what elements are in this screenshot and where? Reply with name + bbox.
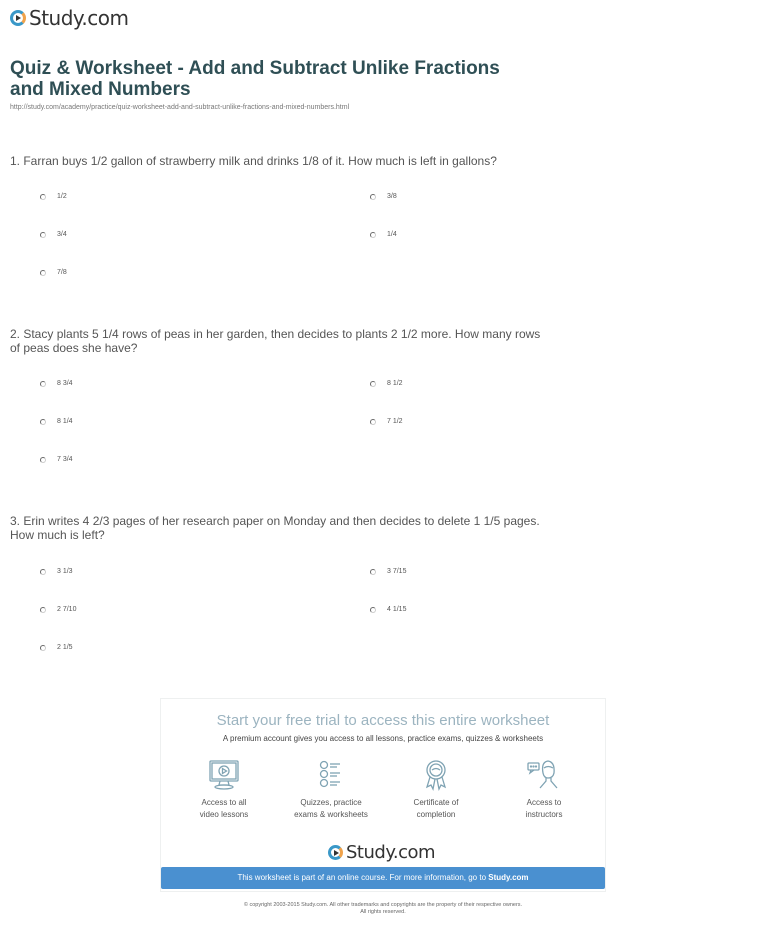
question-text-cont: of peas does she have? [10,341,138,355]
title-line-2: and Mixed Numbers [10,79,191,100]
radio-icon[interactable] [40,569,46,575]
feature-label: Access to all [201,798,247,807]
banner-text: This worksheet is part of an online course. For more information, go to [237,873,489,882]
radio-icon[interactable] [370,569,376,575]
radio-icon[interactable] [40,194,46,200]
option-label: 7/8 [57,269,67,276]
page-title [10,58,630,100]
course-info-banner[interactable] [161,867,605,889]
study-logo-bottom[interactable] [328,842,435,863]
play-logo-icon [10,10,26,26]
logo-text: Study.com [346,842,436,863]
option-label: 1/4 [387,231,397,238]
question-2 [10,327,620,355]
radio-icon[interactable] [40,607,46,613]
answer-option[interactable] [370,418,403,425]
option-label: 8 1/2 [387,380,403,387]
answer-option[interactable] [40,606,76,613]
question-text-cont: How much is left? [10,528,105,542]
answer-option[interactable] [370,193,397,200]
answer-option[interactable] [40,568,73,575]
option-label: 1/2 [57,193,67,200]
radio-icon[interactable] [40,232,46,238]
feature-quizzes [276,759,386,821]
feature-certificate [381,759,491,821]
answer-option[interactable] [40,380,73,387]
feature-label: Quizzes, practice [300,798,362,807]
radio-icon[interactable] [370,232,376,238]
logo-text: Study.com [29,6,129,30]
feature-label: exams & worksheets [294,810,368,819]
study-link[interactable]: Study.com [488,873,529,882]
radio-icon[interactable] [370,607,376,613]
radio-icon[interactable] [40,270,46,276]
option-label: 2 7/10 [57,606,77,613]
question-3 [10,514,620,542]
radio-icon[interactable] [40,457,46,463]
feature-label: completion [416,810,456,819]
title-line-1: Quiz & Worksheet - Add and Subtract Unlike Fractions [10,58,500,79]
feature-label: video lessons [199,810,249,819]
answer-option[interactable] [370,380,403,387]
promo-subtext: A premium account gives you access to all lessons, practice exams, quizzes & worksheets [222,734,544,743]
option-label: 7 1/2 [387,418,403,425]
radio-icon[interactable] [40,419,46,425]
play-logo-icon [328,845,343,860]
answer-option[interactable] [40,269,67,276]
promo-headline[interactable]: Start your free trial to access this entire worksheet [216,712,550,729]
question-1 [10,154,620,168]
video-lesson-icon [206,759,242,791]
radio-icon[interactable] [40,645,46,651]
radio-icon[interactable] [370,381,376,387]
option-label: 8 1/4 [57,418,73,425]
quiz-list-icon [313,759,349,791]
answer-option[interactable] [40,418,73,425]
option-label: 3/8 [387,193,397,200]
radio-icon[interactable] [370,419,376,425]
feature-video-lessons [169,759,279,821]
radio-icon[interactable] [40,381,46,387]
feature-label: Access to [526,798,562,807]
radio-icon[interactable] [370,194,376,200]
option-label: 3 7/15 [387,568,407,575]
option-label: 8 3/4 [57,380,73,387]
instructor-icon [526,759,562,791]
free-trial-promo [160,698,606,892]
question-text: 2. Stacy plants 5 1/4 rows of peas in her garden, then decides to plants 2 1/2 more. How many rows [10,327,541,341]
answer-option[interactable] [40,231,67,238]
answer-option[interactable] [40,456,73,463]
option-label: 2 1/5 [57,644,73,651]
answer-option[interactable] [40,644,73,651]
option-label: 3 1/3 [57,568,73,575]
answer-option[interactable] [370,568,406,575]
answer-option[interactable] [370,231,397,238]
feature-instructors [489,759,599,821]
copyright-line: © copyright 2003-2015 Study.com. All other trademarks and copyrights are the property of their respective owners. [243,902,523,908]
copyright [160,902,606,916]
option-label: 7 3/4 [57,456,73,463]
answer-option[interactable] [40,193,67,200]
question-text: 1. Farran buys 1/2 gallon of strawberry milk and drinks 1/8 of it. How much is left in gallons? [10,154,497,168]
feature-label: Certificate of [413,798,459,807]
option-label: 4 1/15 [387,606,407,613]
copyright-line: All rights reserved. [360,909,406,915]
option-label: 3/4 [57,231,67,238]
answer-option[interactable] [370,606,406,613]
study-logo[interactable] [10,6,128,30]
question-text: 3. Erin writes 4 2/3 pages of her research paper on Monday and then decides to delete 1 1/5 pages. [10,514,540,528]
certificate-icon [418,759,454,791]
source-url: http://study.com/academy/practice/quiz-worksheet-add-and-subtract-unlike-fractions-and-mixed-numbers.html [10,104,350,111]
feature-label: instructors [525,810,563,819]
